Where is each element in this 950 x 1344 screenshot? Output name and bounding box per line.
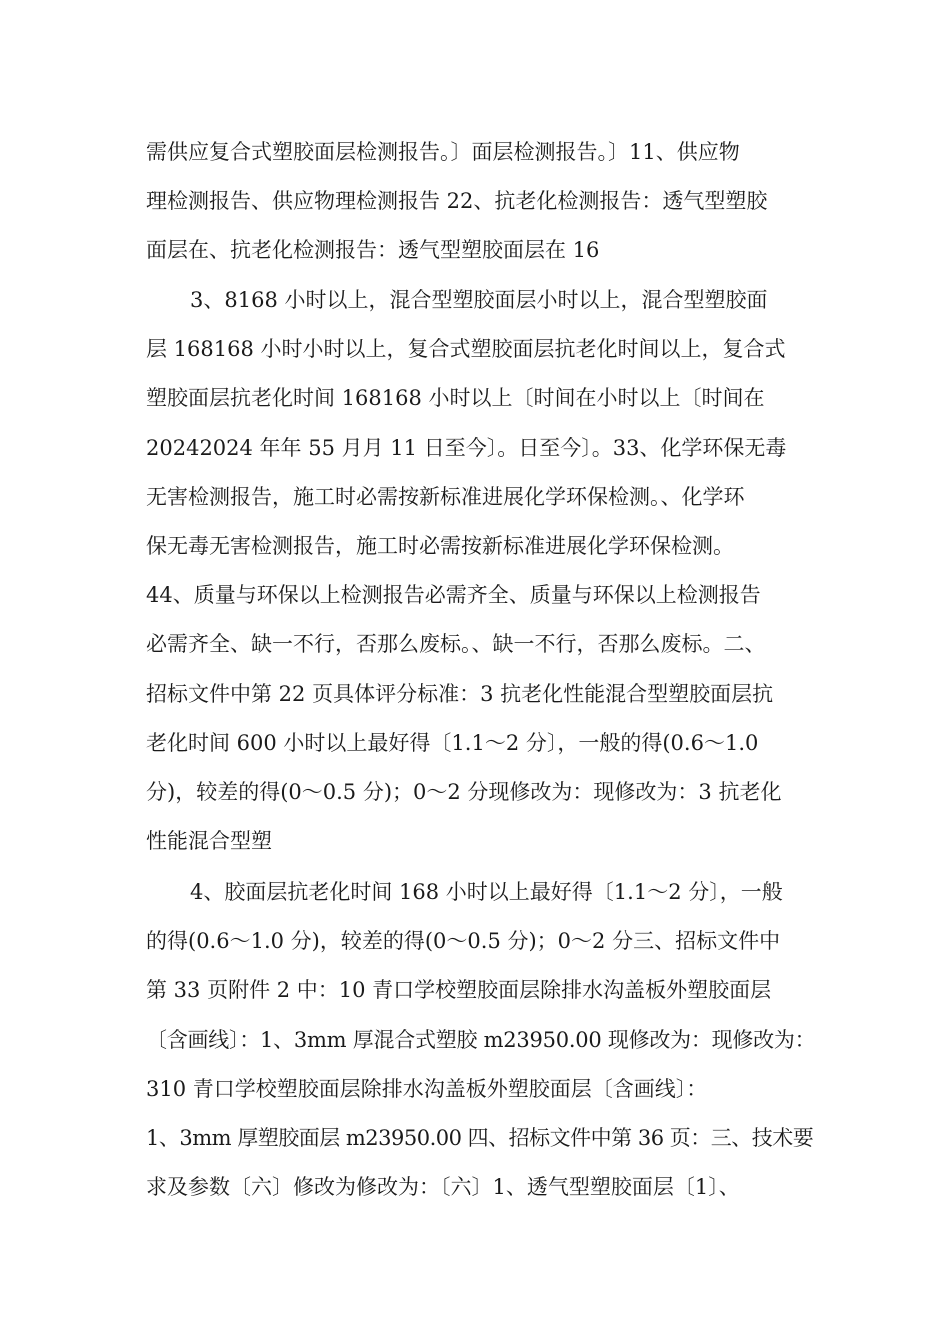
text-line: 层 168168 小时小时以上，复合式塑胶面层抗老化时间以上，复合式 bbox=[146, 337, 786, 362]
text-line: 招标文件中第 22 页具体评分标准：3 抗老化性能混合型塑胶面层抗 bbox=[146, 681, 774, 706]
text-line: 理检测报告、供应物理检测报告 22、抗老化检测报告：透气型塑胶 bbox=[146, 189, 768, 214]
text-line: 必需齐全、缺一不行，否那么废标。、缺一不行，否那么废标。二、 bbox=[146, 632, 766, 657]
paragraph-3 bbox=[146, 868, 821, 1212]
text-line: 3、8168 小时以上，混合型塑胶面层小时以上，混合型塑胶面 bbox=[190, 288, 768, 312]
text-line: 310 青口学校塑胶面层除排水沟盖板外塑胶面层〔含画线〕： bbox=[146, 1076, 708, 1101]
text-line: 需供应复合式塑胶面层检测报告。〕面层检测报告。〕11、供应物 bbox=[146, 140, 740, 164]
paragraph-2 bbox=[146, 276, 821, 866]
text-line: 第 33 页附件 2 中：10 青口学校塑胶面层除排水沟盖板外塑胶面层 bbox=[146, 978, 772, 1003]
text-line: 分)，较差的得(0～0.5 分)；0～2 分现修改为：现修改为：3 抗老化 bbox=[146, 779, 782, 804]
paragraph-1 bbox=[146, 128, 821, 276]
text-line: 的得(0.6～1.0 分)，较差的得(0～0.5 分)；0～2 分三、招标文件中 bbox=[146, 929, 781, 954]
text-line: 无害检测报告，施工时必需按新标准进展化学环保检测。、化学环 bbox=[146, 484, 745, 509]
text-line: 44、质量与环保以上检测报告必需齐全、质量与环保以上检测报告 bbox=[146, 583, 761, 608]
text-line: 塑胶面层抗老化时间 168168 小时以上〔时间在小时以上〔时间在 bbox=[146, 386, 765, 411]
text-line: 求及参数〔六〕修改为修改为：〔六〕1、透气型塑胶面层〔1〕、 bbox=[146, 1175, 740, 1200]
text-line: 老化时间 600 小时以上最好得〔1.1～2 分〕，一般的得(0.6～1.0 bbox=[146, 730, 759, 755]
text-line: 面层在、抗老化检测报告：透气型塑胶面层在 16 bbox=[146, 238, 600, 263]
text-line: 20242024 年年 55 月月 11 日至今〕。日至今〕。33、化学环保无毒 bbox=[146, 435, 787, 460]
text-line: 4、胶面层抗老化时间 168 小时以上最好得〔1.1～2 分〕，一般 bbox=[190, 880, 783, 904]
text-line: 〔含画线〕：1、3mm 厚混合式塑胶 m23950.00 现修改为：现修改为： bbox=[146, 1027, 816, 1052]
text-line: 保无毒无害检测报告，施工时必需按新标准进展化学环保检测。 bbox=[146, 533, 734, 558]
text-line: 1、3mm 厚塑胶面层 m23950.00 四、招标文件中第 36 页：三、技术要 bbox=[146, 1125, 814, 1150]
text-line: 性能混合型塑 bbox=[146, 829, 272, 854]
